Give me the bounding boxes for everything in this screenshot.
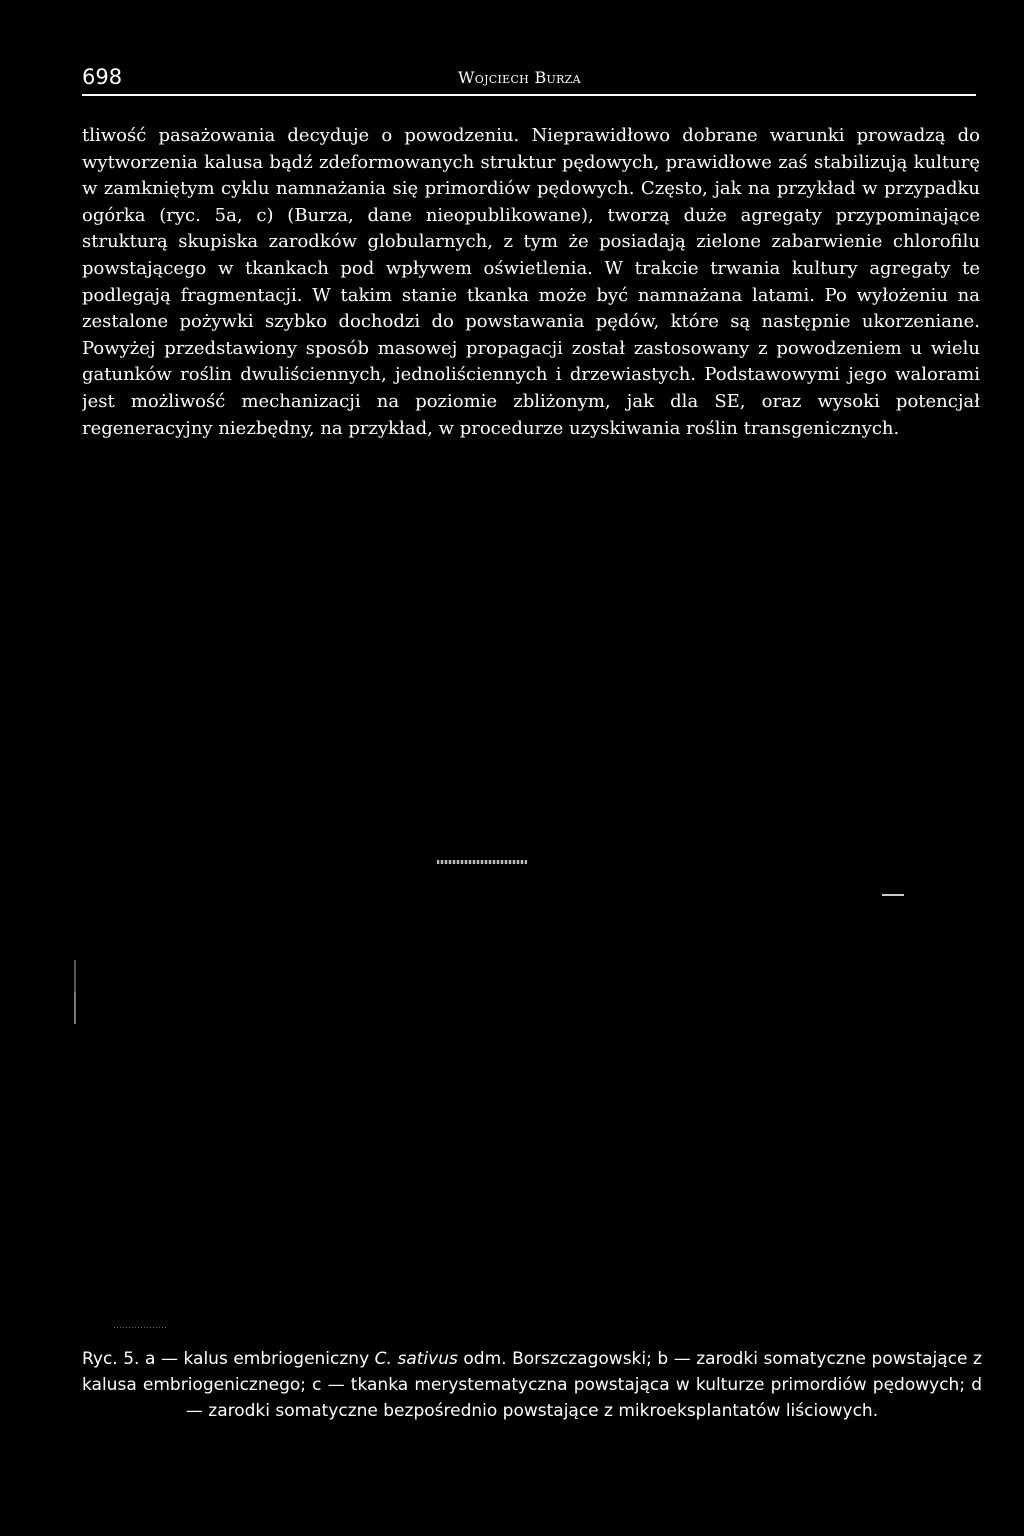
figure-scan-specks [437, 860, 527, 864]
figure-tick-mark [882, 894, 904, 896]
figure-caption [82, 1346, 982, 1424]
figure-5-image [82, 580, 980, 1320]
page-header [82, 64, 976, 96]
body-paragraph: tliwość pasażowania decyduje o powodzeniu. Nieprawidłowo dobrane warunki prowadzą do wytworzenia kalusa bądź zdeformowanych struktur pędowych, prawidłowe zaś stabilizują kulturę w zamkniętym cyklu namnażania się primordiów pędowych. Często, jak na przykład w przypadku ogórka (ryc. 5a, c) (Burza, dane nieopublikowane), tworzą duże agregaty przypominające strukturą skupiska zarodków globularnych, z tym że posiadają zielone zabarwienie chlorofilu powstającego w tkankach pod wpływem oświetlenia. W trakcie trwania kultury agregaty te podlegają fragmentacji. W takim stanie tkanka może być namnażana latami. Po wyłożeniu na zestalone pożywki szybko dochodzi do powstawania pędów, które są następnie ukorzeniane. Powyżej przedstawiony sposób masowej propagacji został zastosowany z powodzeniem u wielu gatunków roślin dwuliściennych, jednoliściennych i drzewiastych. Podstawowymi jego walorami jest możliwość mechanizacji na poziomie zbliżonym, jak dla SE, oraz wysoki potencjał regeneracyjny niezbędny, na przykład, w procedurze uzyskiwania roślin transgenicznych. [82, 125, 980, 439]
running-head-author: Wojciech Burza [458, 68, 581, 87]
caption-text-start: Ryc. 5. a — kalus embriogeniczny [82, 1349, 375, 1369]
figure-left-mark [74, 992, 76, 1024]
caption-dotted-rule [114, 1327, 168, 1328]
caption-text-rest: odm. Borszczagowski; b — zarodki somatyczne powstające z kalusa embriogenicznego; c — tkanka merystematyczna powstająca w kulturze primordiów pędowych; d — zarodki somatyczne bezpośrednio powstające z mikroeksplantatów liściowych. [82, 1349, 982, 1421]
caption-species-name: C. sativus [374, 1349, 458, 1369]
page-number: 698 [82, 65, 123, 89]
